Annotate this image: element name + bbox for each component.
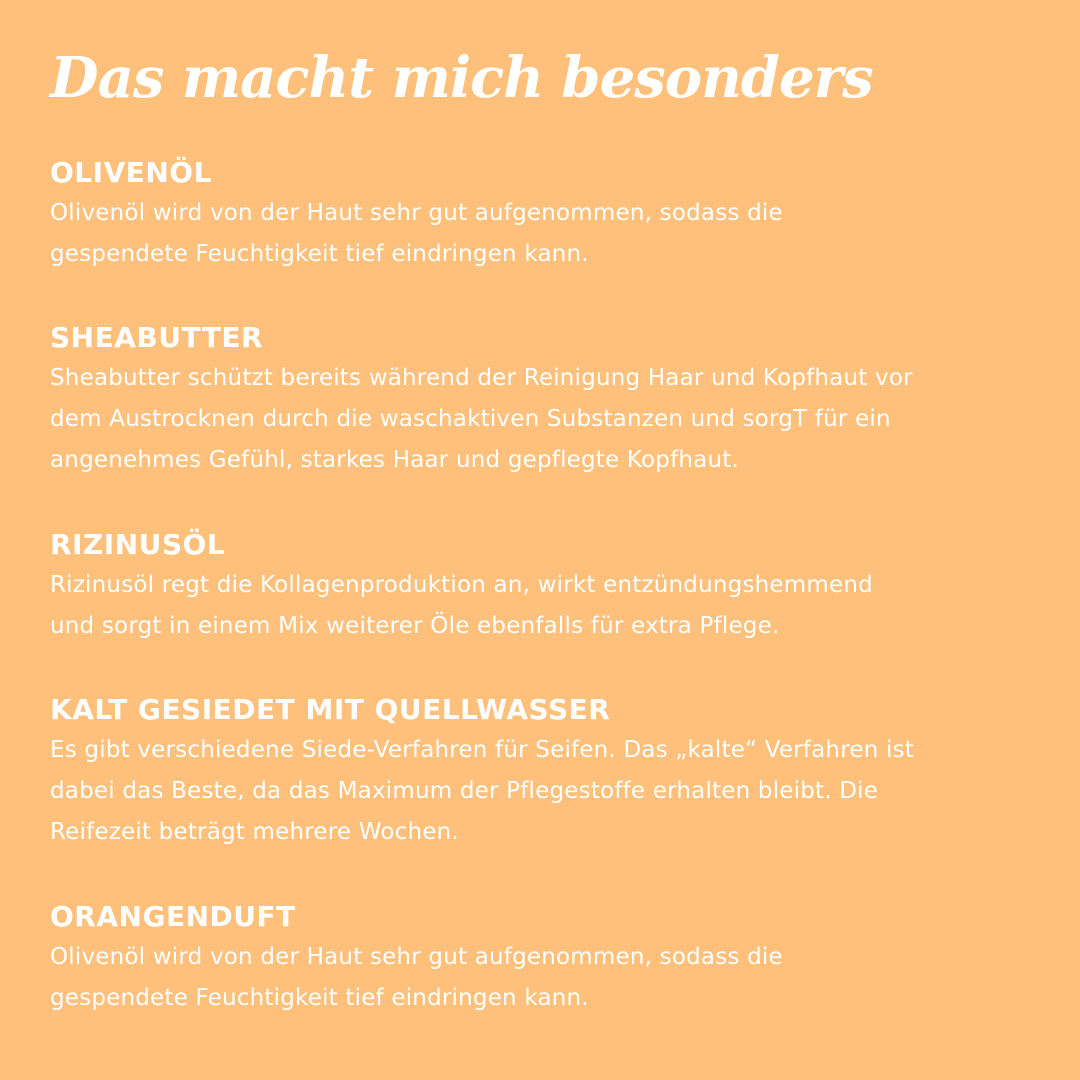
section-text-line: dabei das Beste, da das Maximum der Pflegestoffe erhalten bleibt. Die: [50, 778, 879, 804]
section-heading: ORANGENDUFT: [50, 900, 296, 933]
section-text-line: Sheabutter schützt bereits während der Reinigung Haar und Kopfhaut vor: [50, 365, 913, 391]
section-text-line: Olivenöl wird von der Haut sehr gut aufgenommen, sodass die: [50, 944, 783, 970]
section-text-line: gespendete Feuchtigkeit tief eindringen kann.: [50, 241, 589, 267]
section-text-line: angenehmes Gefühl, starkes Haar und gepflegte Kopfhaut.: [50, 447, 739, 473]
section-text-line: Rizinusöl regt die Kollagenproduktion an, wirkt entzündungshemmend: [50, 572, 873, 598]
section-text-line: gespendete Feuchtigkeit tief eindringen kann.: [50, 985, 589, 1011]
section-heading: SHEABUTTER: [50, 321, 264, 354]
section-text-line: und sorgt in einem Mix weiterer Öle ebenfalls für extra Pflege.: [50, 613, 780, 639]
section-text-line: Es gibt verschiedene Siede-Verfahren für Seifen. Das „kalte“ Verfahren ist: [50, 737, 914, 763]
section-text-line: Olivenöl wird von der Haut sehr gut aufgenommen, sodass die: [50, 200, 783, 226]
section-heading: KALT GESIEDET MIT QUELLWASSER: [50, 693, 611, 726]
section-sheabutter: [50, 318, 1030, 481]
section-heading: RIZINUSÖL: [50, 528, 226, 561]
section-heading: OLIVENÖL: [50, 156, 212, 189]
section-rizinusoel: [50, 525, 1030, 647]
section-text-line: Reifezeit beträgt mehrere Wochen.: [50, 819, 459, 845]
page-title: Das macht mich besonders: [50, 45, 873, 111]
section-kalt-gesiedet: [50, 690, 1030, 853]
section-olivenoel: [50, 153, 1030, 275]
section-orangenduft: [50, 897, 1030, 1019]
section-text-line: dem Austrocknen durch die waschaktiven Substanzen und sorgT für ein: [50, 406, 891, 432]
